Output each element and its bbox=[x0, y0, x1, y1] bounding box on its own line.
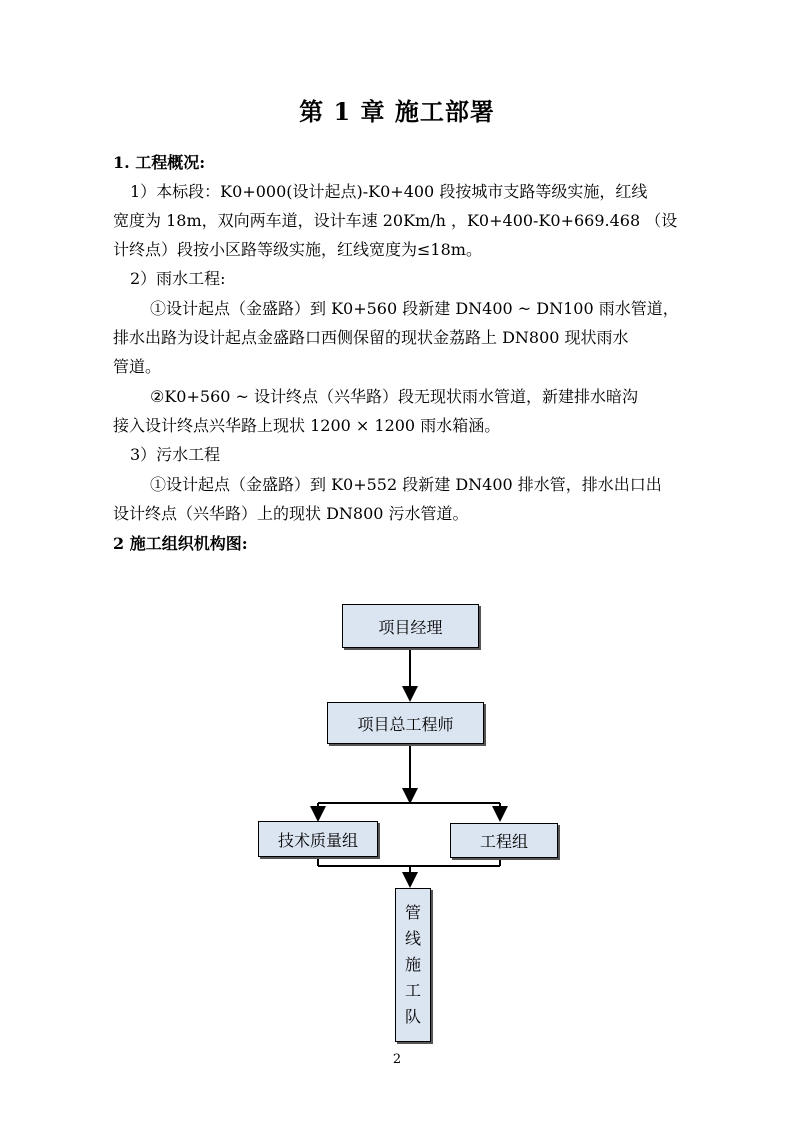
pipeline-team-char: 管 bbox=[404, 903, 421, 922]
section-2-heading: 2 施工组织机构图: bbox=[113, 534, 248, 553]
item2-p2-line2: 接入设计终点兴华路上现状 1200 × 1200 雨水箱涵。 bbox=[113, 416, 501, 435]
org-box-manager: 项目经理 bbox=[342, 604, 479, 648]
page-number: 2 bbox=[392, 1052, 402, 1067]
pipeline-team-char: 施 bbox=[404, 955, 421, 974]
org-box-pipeline-team bbox=[395, 888, 431, 1042]
item3-heading: 3）污水工程 bbox=[130, 445, 221, 464]
section-1-heading: 1. 工程概况: bbox=[113, 153, 206, 172]
item2-p2-line1: ②K0+560 ~ 设计终点（兴华路）段无现状雨水管道，新建排水暗沟 bbox=[150, 387, 639, 406]
org-box-tech-quality: 技术质量组 bbox=[258, 821, 378, 857]
pipeline-team-char: 线 bbox=[404, 929, 421, 948]
item1-line1: 1）本标段：K0+000(设计起点)-K0+400 段按城市支路等级实施，红线 bbox=[130, 182, 648, 201]
item2-p1-line3: 管道。 bbox=[113, 357, 162, 376]
pipeline-team-char: 队 bbox=[404, 1007, 421, 1026]
item1-line2: 宽度为 18m，双向两车道，设计车速 20Km/h ，K0+400-K0+669.468 （设 bbox=[113, 211, 678, 230]
org-box-chief-engineer: 项目总工程师 bbox=[327, 702, 484, 744]
org-box-engineering: 工程组 bbox=[450, 823, 558, 858]
item1-line3: 计终点）段按小区路等级实施，红线宽度为≤18m。 bbox=[113, 240, 482, 259]
item2-p1-line1: ①设计起点（金盛路）到 K0+560 段新建 DN400 ~ DN100 雨水管道， bbox=[150, 299, 679, 318]
pipeline-team-char: 工 bbox=[404, 981, 421, 1000]
item3-p1-line2: 设计终点（兴华路）上的现状 DN800 污水管道。 bbox=[113, 504, 469, 523]
item2-p1-line2: 排水出路为设计起点金盛路口西侧保留的现状金荔路上 DN800 现状雨水 bbox=[113, 328, 629, 347]
page-title: 第 1 章 施工部署 bbox=[299, 97, 495, 126]
item3-p1-line1: ①设计起点（金盛路）到 K0+552 段新建 DN400 排水管，排水出口出 bbox=[150, 475, 662, 494]
item2-heading: 2）雨水工程: bbox=[130, 269, 226, 288]
